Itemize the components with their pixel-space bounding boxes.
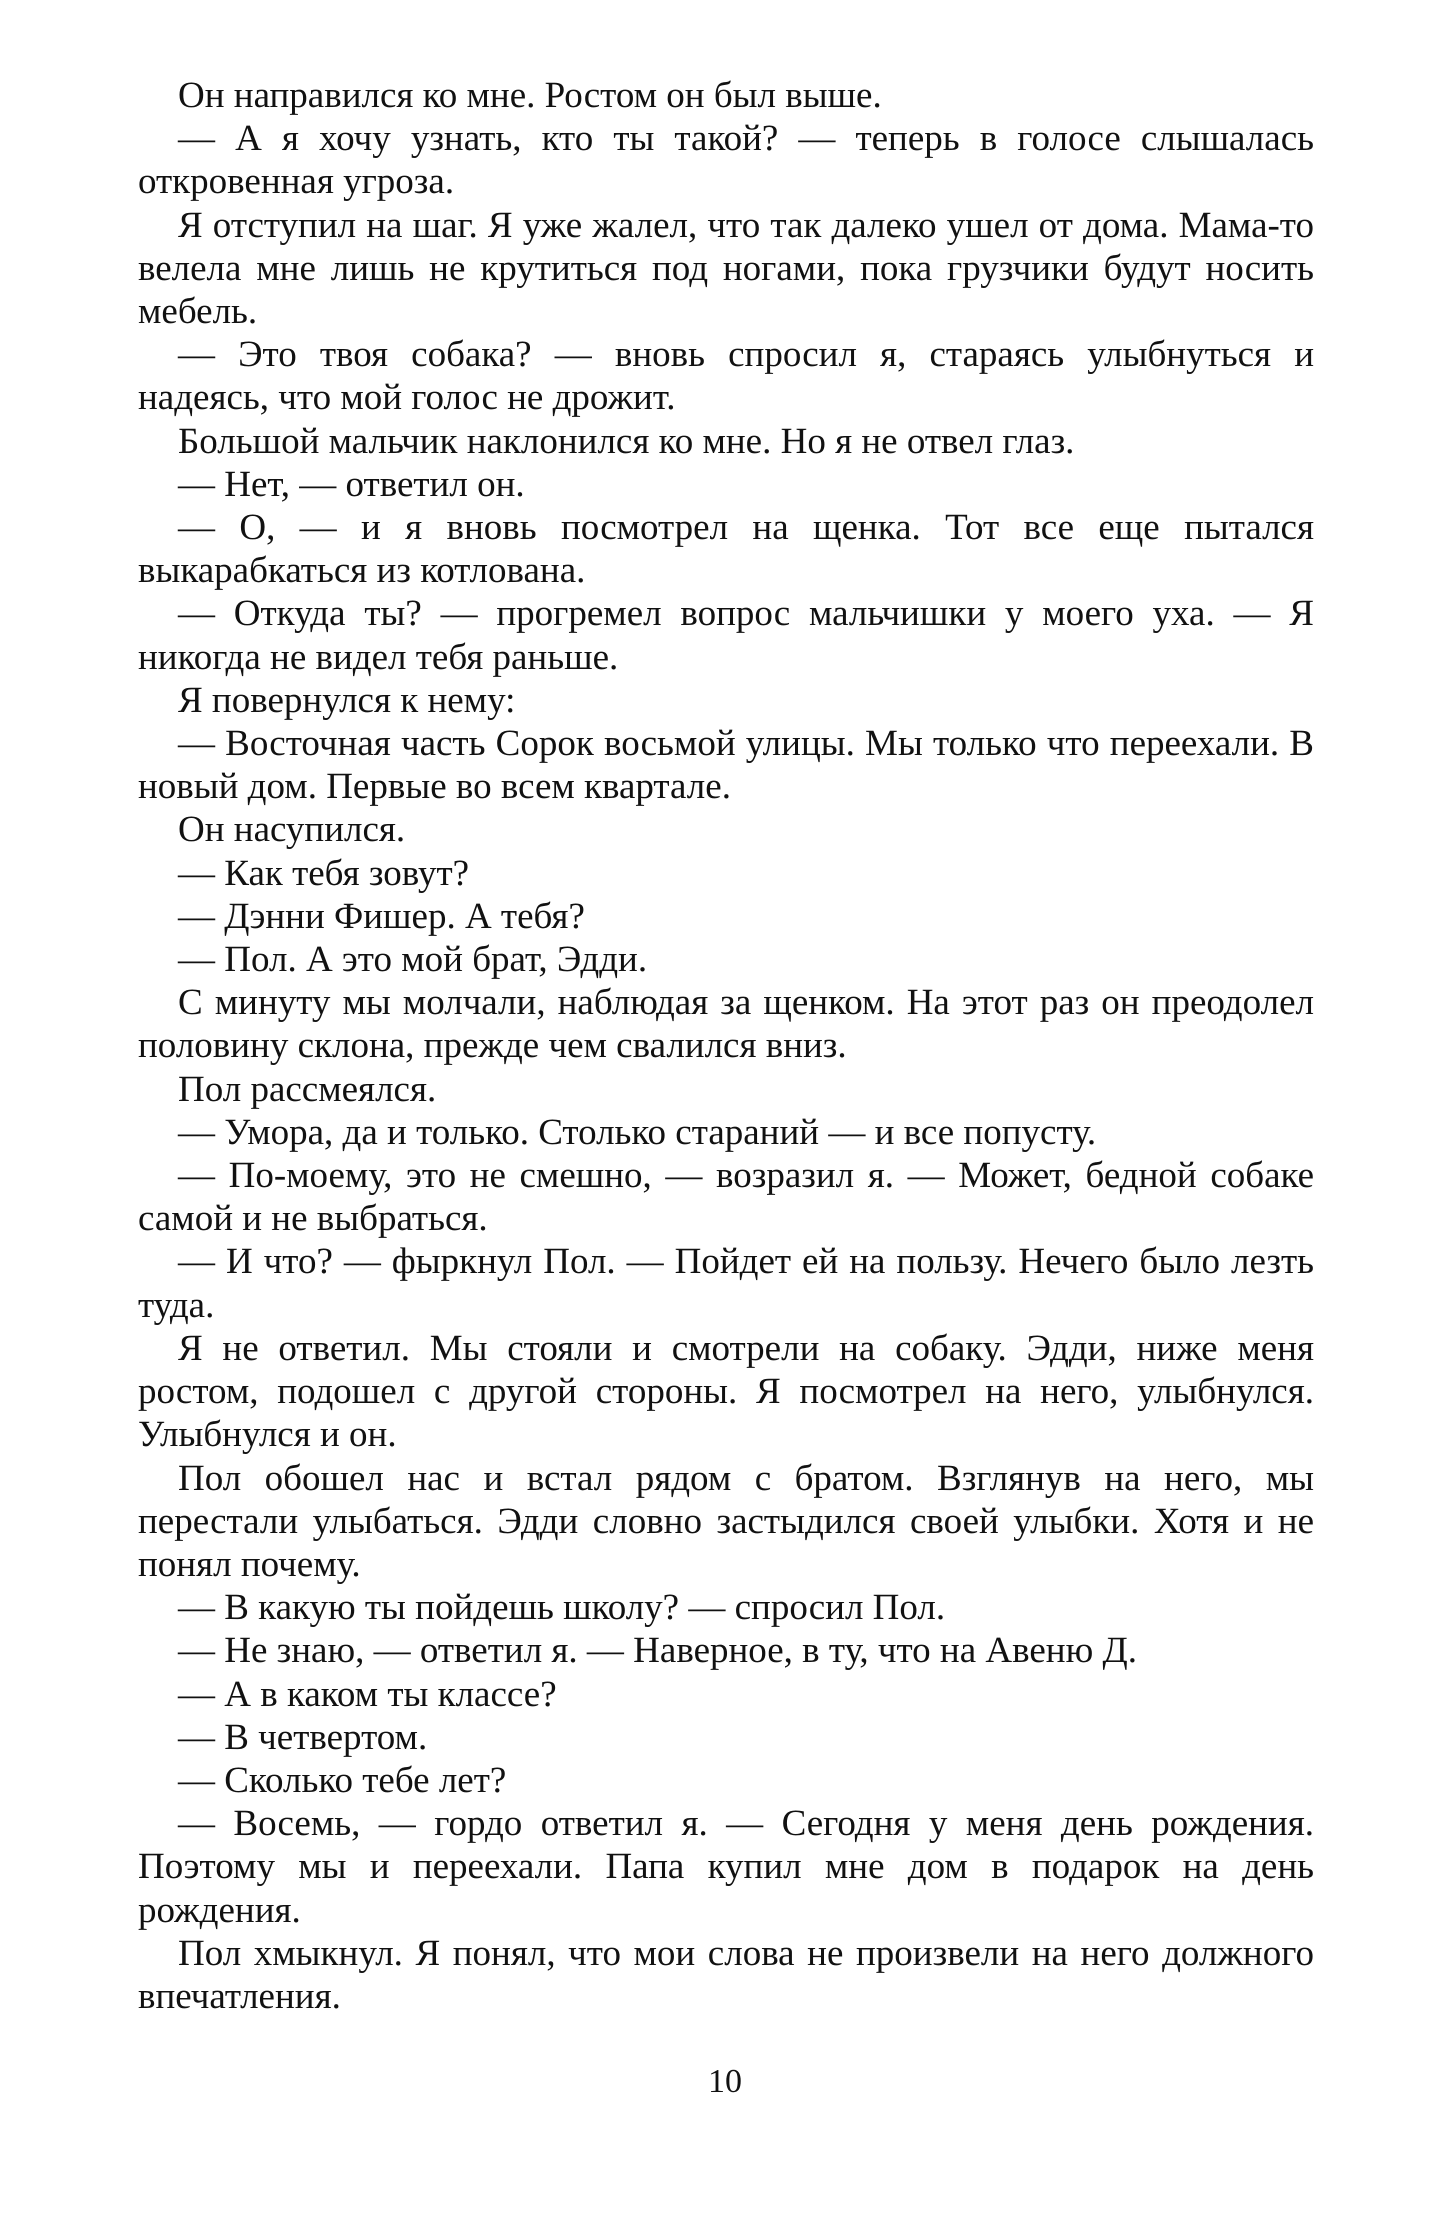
text-paragraph: — Умора, да и только. Столько стараний — и все попусту. <box>178 1111 1097 1153</box>
text-paragraph: — Пол. А это мой брат, Эдди. <box>178 939 648 981</box>
text-paragraph: — В какую ты пойдешь школу? — спросил Пол. <box>178 1587 946 1629</box>
text-paragraph: — Восточная часть Сорок восьмой улицы. Мы только что переехали. В новый дом. Первые во всем квартале. <box>138 723 1314 808</box>
text-paragraph: Я отступил на шаг. Я уже жалел, что так далеко ушел от дома. Мама-то велела мне лишь не крутиться под ногами, пока грузчики будут носить мебель. <box>138 204 1314 333</box>
text-paragraph: — В четвертом. <box>178 1716 428 1758</box>
page-number: 10 <box>708 2063 742 2100</box>
text-paragraph: Пол обошел нас и встал рядом с братом. Взглянув на него, мы перестали улыбаться. Эдди словно застыдился своей улыбки. Хотя и не понял почему. <box>138 1457 1314 1585</box>
text-paragraph: — Сколько тебе лет? <box>178 1759 507 1801</box>
text-paragraph: — О, — и я вновь посмотрел на щенка. Тот все еще пытался выкарабкаться из котлована. <box>138 507 1314 592</box>
text-paragraph: — Это твоя собака? — вновь спросил я, стараясь улыбнуться и надеясь, что мой голос не дрожит. <box>138 334 1314 419</box>
text-paragraph: С минуту мы молчали, наблюдая за щенком. На этот раз он преодолел половину склона, прежде чем свалился вниз. <box>138 982 1314 1067</box>
text-paragraph: — А в каком ты классе? <box>178 1673 557 1715</box>
text-paragraph: — И что? — фыркнул Пол. — Пойдет ей на пользу. Нечего было лезть туда. <box>138 1241 1314 1326</box>
text-paragraph: — Дэнни Фишер. А тебя? <box>178 895 585 937</box>
text-paragraph: — Восемь, — гордо ответил я. — Сегодня у меня день рождения. Поэтому мы и переехали. Папа купил мне дом в подарок на день рождения. <box>138 1803 1314 1931</box>
text-paragraph: — Как тебя зовут? <box>178 852 470 894</box>
text-paragraph: — Нет, — ответил он. <box>178 463 525 505</box>
text-paragraph: Я не ответил. Мы стояли и смотрели на собаку. Эдди, ниже меня ростом, подошел с другой стороны. Я посмотрел на него, улыбнулся. Улыбнулся и он. <box>138 1327 1314 1456</box>
text-paragraph: — По-моему, это не смешно, — возразил я. — Может, бедной собаке самой и не выбраться. <box>138 1155 1314 1240</box>
text-paragraph: — Не знаю, — ответил я. — Наверное, в ту, что на Авеню Д. <box>178 1630 1137 1672</box>
text-paragraph: — А я хочу узнать, кто ты такой? — теперь в голосе слышалась откровенная угроза. <box>138 118 1314 203</box>
text-paragraph: Он насупился. <box>178 809 406 851</box>
page-text <box>138 74 1314 2018</box>
text-paragraph: — Откуда ты? — прогремел вопрос мальчишки у моего уха. — Я никогда не видел тебя раньше. <box>138 593 1314 678</box>
text-paragraph: Большой мальчик наклонился ко мне. Но я не отвел глаз. <box>178 420 1075 462</box>
text-paragraph: Пол рассмеялся. <box>178 1068 437 1110</box>
text-paragraph: Я повернулся к нему: <box>178 679 516 721</box>
text-paragraph: Он направился ко мне. Ростом он был выше. <box>178 75 882 116</box>
text-paragraph: Пол хмыкнул. Я понял, что мои слова не произвели на него должного впечатления. <box>138 1932 1314 2017</box>
